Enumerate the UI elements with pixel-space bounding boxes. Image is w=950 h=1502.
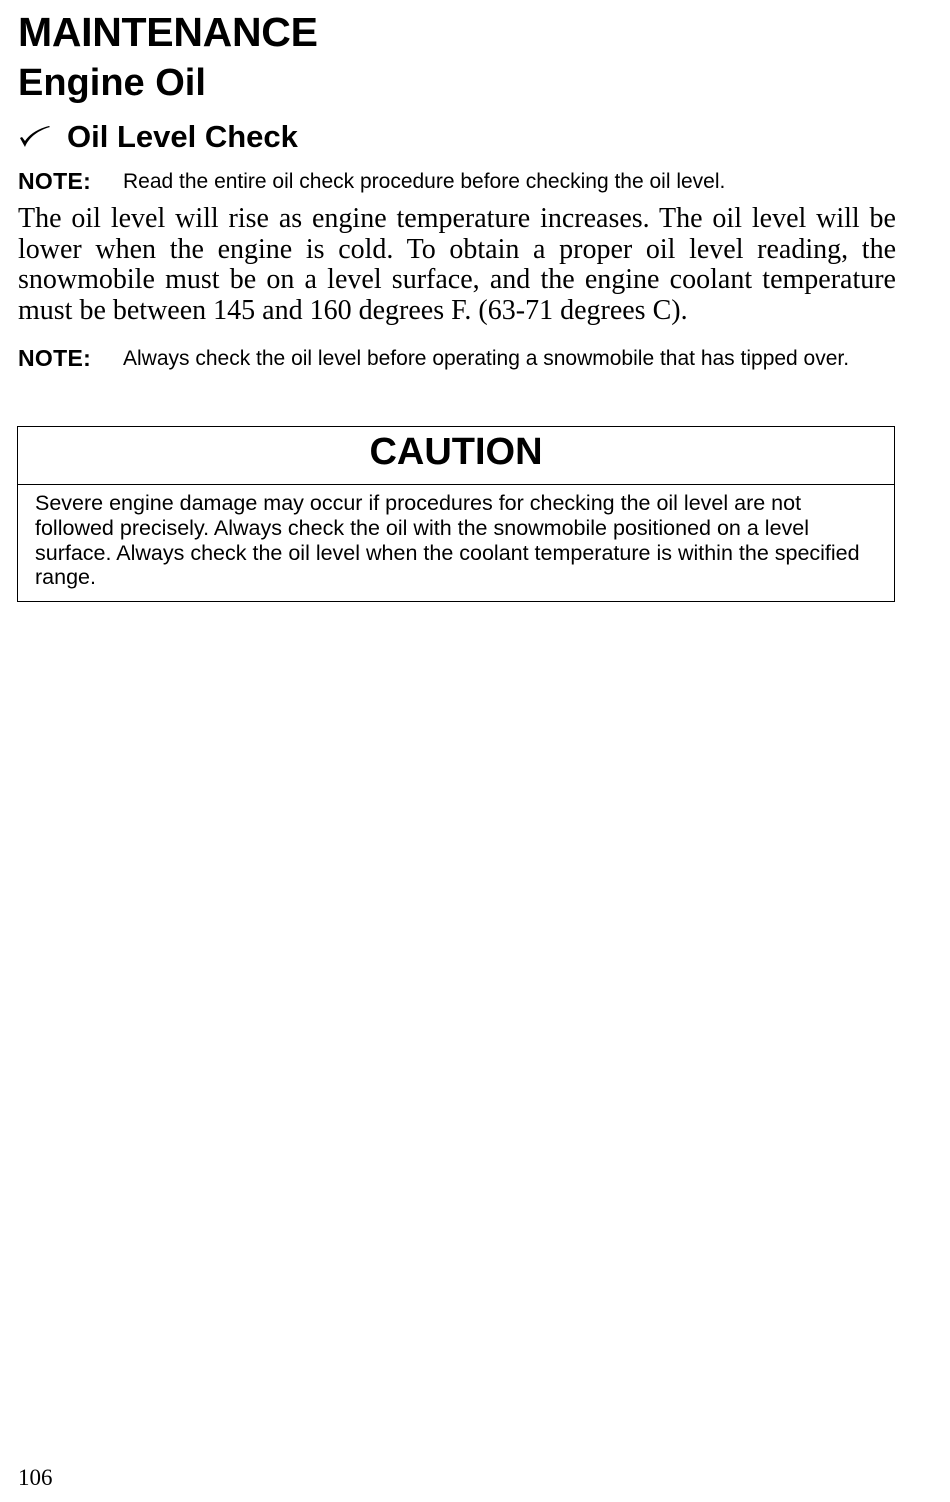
note-read-procedure: [18, 166, 898, 198]
note-text: Read the entire oil check procedure before checking the oil level.: [123, 170, 726, 193]
subsection-title: Engine Oil: [18, 62, 206, 104]
check-heading-title: Oil Level Check: [67, 119, 298, 154]
note-label: NOTE:: [18, 168, 92, 194]
checkmark-icon: [18, 125, 52, 149]
caution-heading: CAUTION: [18, 427, 894, 485]
oil-level-paragraph: The oil level will rise as engine temperature increases. The oil level will be lower when the engine is cold. To obtain a proper oil level reading, the snowmobile must be on a level surface, and the engine coolant temperature must be between 145 and 160 degrees F. (63-71 degrees C).: [18, 203, 896, 326]
note-label: NOTE:: [18, 345, 92, 371]
page-number: 106: [18, 1465, 53, 1490]
section-title: MAINTENANCE: [18, 9, 318, 55]
note-tipped-over: [18, 343, 898, 375]
oil-level-check-heading: [18, 117, 298, 157]
note-text: Always check the oil level before operating a snowmobile that has tipped over.: [123, 347, 850, 370]
caution-text: Severe engine damage may occur if procedures for checking the oil level are not followed precisely. Always check the oil with the snowmobile positioned on a level surface. Always check the oil level when the coolant temperature is within the specified range.: [35, 491, 860, 590]
caution-box: [17, 426, 895, 602]
